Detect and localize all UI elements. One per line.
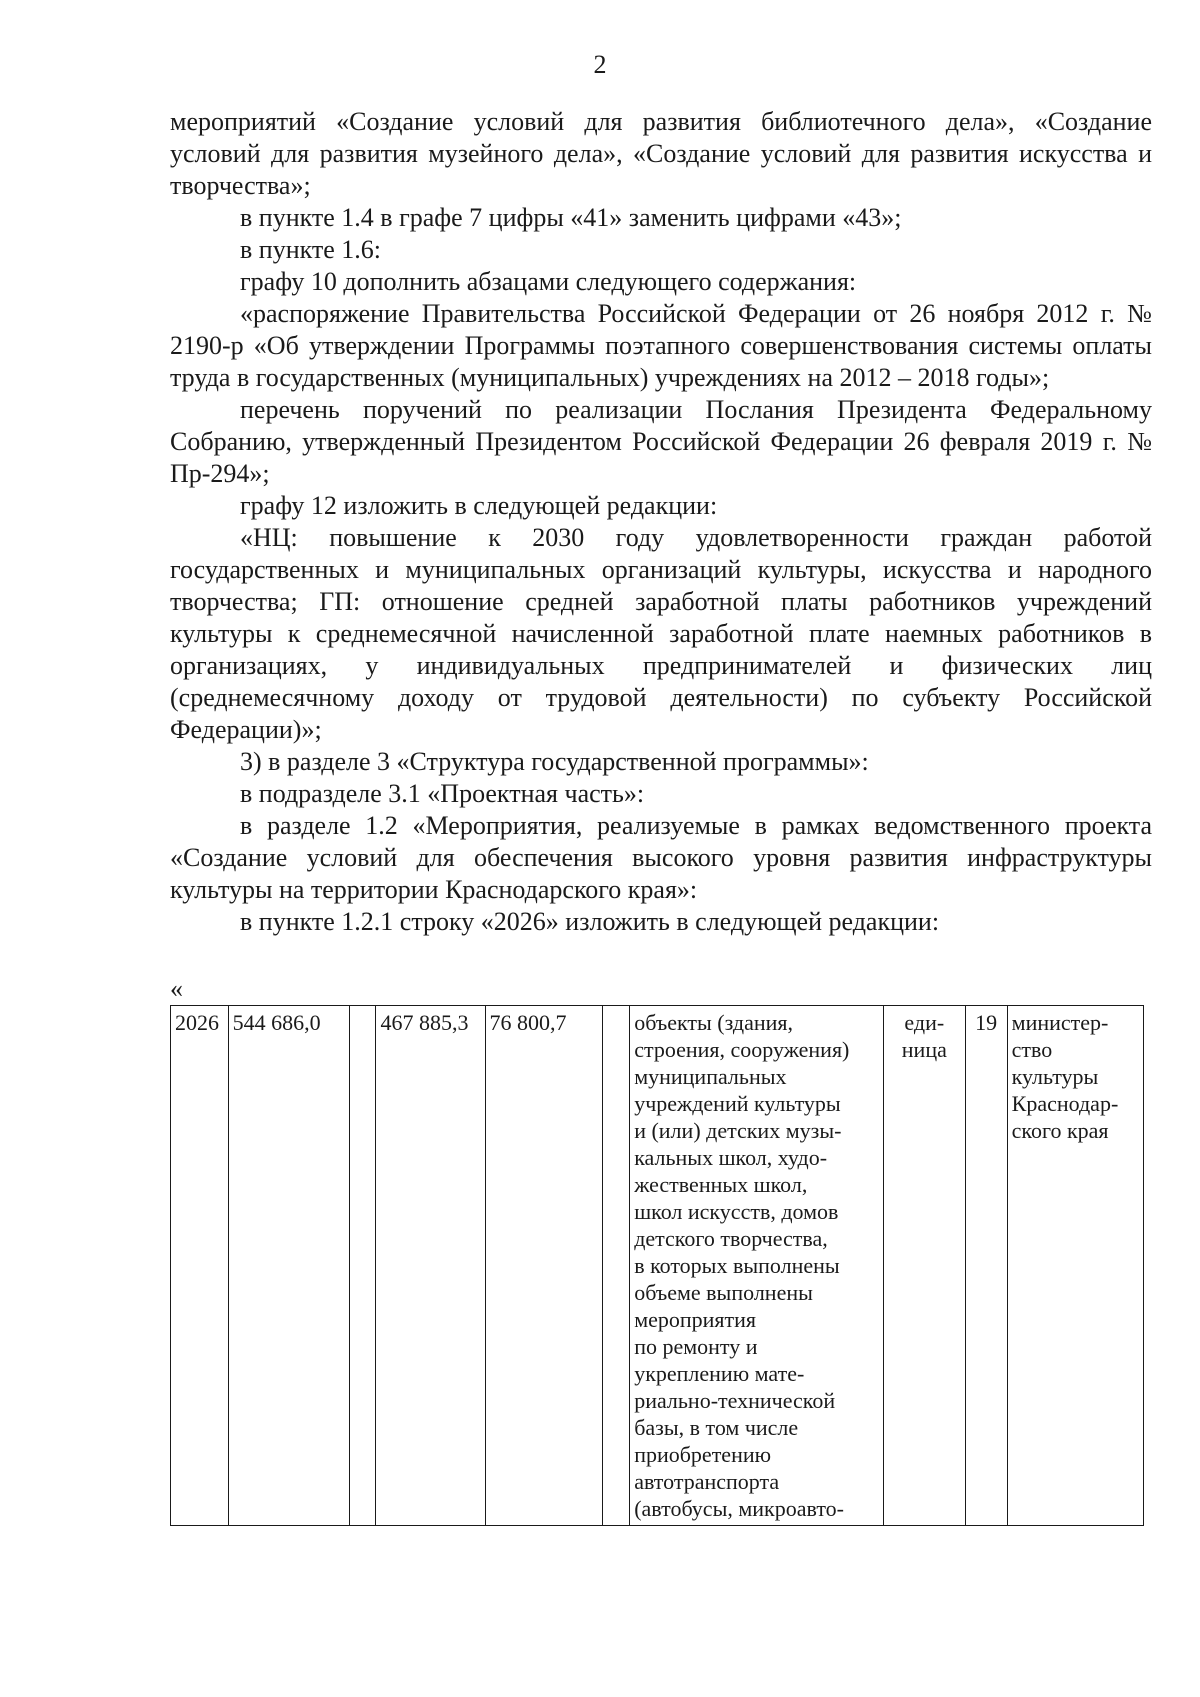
- cell-value: 19: [965, 1006, 1007, 1526]
- paragraph: графу 10 дополнить абзацами следующего содержания:: [240, 267, 857, 296]
- cell-col4: 467 885,3: [376, 1006, 485, 1526]
- responsible-line: культуры: [1011, 1064, 1099, 1089]
- paragraph: «распоряжение Правительства Российской Федерации от 26 ноября 2012 г. № 2190-р «Об утверждении Программы поэтапного совершенствования системы оплаты труда в государственных (муниципальных) учреждениях на 2012 – 2018 годы»;: [170, 299, 1152, 392]
- description-line: риально-технической: [634, 1388, 836, 1413]
- description-line: базы, в том числе: [634, 1415, 799, 1440]
- description-line: школ искусств, домов: [634, 1199, 839, 1224]
- paragraph: перечень поручений по реализации Послания Президента Федеральному Собранию, утвержденный Президентом Российской Федерации 26 февраля 2019 г. № Пр-294»;: [170, 395, 1152, 488]
- description-line: приобретению: [634, 1442, 772, 1467]
- page-number: 2: [593, 50, 607, 79]
- description-line: автотранспорта: [634, 1469, 780, 1494]
- description-line: по ремонту и: [634, 1334, 758, 1359]
- paragraph: 3) в разделе 3 «Структура государственной программы»:: [240, 747, 869, 776]
- responsible-line: ского края: [1011, 1118, 1109, 1143]
- program-table: [170, 1005, 1144, 1526]
- body-text: [170, 106, 1152, 938]
- paragraph: графу 12 изложить в следующей редакции:: [240, 491, 718, 520]
- unit-line: еди-: [904, 1010, 945, 1035]
- description-line: укреплению мате-: [634, 1361, 805, 1386]
- paragraph: мероприятий «Создание условий для развития библиотечного дела», «Создание условий для развития музейного дела», «Создание условий для развития искусства и творчества»;: [170, 107, 1152, 200]
- description-line: мероприятия: [634, 1307, 757, 1332]
- description-line: строения, сооружения): [634, 1037, 850, 1062]
- cell-col5: 76 800,7: [485, 1006, 602, 1526]
- responsible-line: ство: [1011, 1037, 1053, 1062]
- paragraph: в подразделе 3.1 «Проектная часть»:: [240, 779, 645, 808]
- description-line: детского творчества,: [634, 1226, 828, 1251]
- description-line: жественных школ,: [634, 1172, 808, 1197]
- responsible-line: министер-: [1011, 1010, 1109, 1035]
- description-line: (автобусы, микроавто-: [634, 1496, 844, 1521]
- paragraph: в пункте 1.6:: [240, 235, 382, 264]
- cell-col6: [602, 1006, 629, 1526]
- opening-quote-mark: «: [170, 974, 183, 1003]
- description-line: в которых выполнены: [634, 1253, 840, 1278]
- cell-col3: [350, 1006, 376, 1526]
- cell-description: [630, 1006, 884, 1526]
- cell-year: 2026: [171, 1006, 229, 1526]
- description-line: муниципальных: [634, 1064, 787, 1089]
- table-row: [171, 1006, 1144, 1526]
- description-line: кальных школ, худо-: [634, 1145, 828, 1170]
- description-line: и (или) детских музы-: [634, 1118, 842, 1143]
- description-line: объекты (здания,: [634, 1010, 794, 1035]
- description-line: учреждений культуры: [634, 1091, 841, 1116]
- responsible-line: Краснодар-: [1011, 1091, 1119, 1116]
- paragraph: в пункте 1.2.1 строку «2026» изложить в следующей редакции:: [240, 907, 940, 936]
- paragraph: в разделе 1.2 «Мероприятия, реализуемые в рамках ведомственного проекта «Создание условий для обеспечения высокого уровня развития инфраструктуры культуры на территории Краснодарского края»:: [170, 811, 1152, 904]
- paragraph: в пункте 1.4 в графе 7 цифры «41» заменить цифрами «43»;: [240, 203, 902, 232]
- paragraph: «НЦ: повышение к 2030 году удовлетворенности граждан работой государственных и муниципальных организаций культуры, искусства и народного творчества; ГП: отношение средней заработной платы работников учреждений культуры к среднемесячной начисленной заработной плате наемных работников в организациях, у индивидуальных предпринимателей и физических лиц (среднемесячному доходу от трудовой деятельности) по субъекту Российской Федерации)»;: [170, 523, 1152, 744]
- unit-line: ница: [901, 1037, 947, 1062]
- cell-responsible: [1007, 1006, 1143, 1526]
- cell-unit: [883, 1006, 965, 1526]
- cell-total: 544 686,0: [228, 1006, 350, 1526]
- description-line: объеме выполнены: [634, 1280, 813, 1305]
